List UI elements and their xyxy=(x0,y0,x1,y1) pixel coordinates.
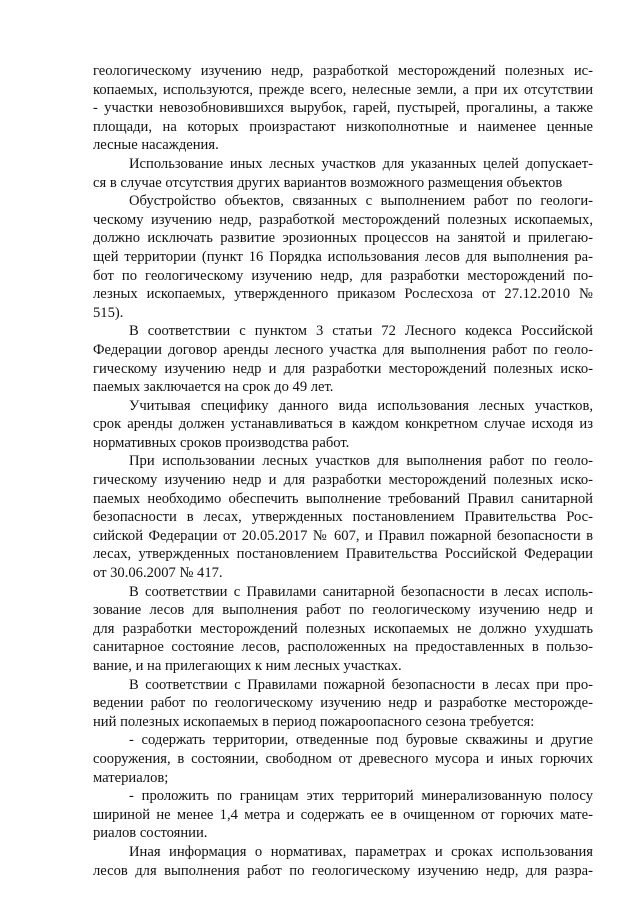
text-line: Использование иных лесных участков для указанных целей допускает- xyxy=(129,155,593,172)
text-line: Учитывая специфику данного вида использования лесных участков, xyxy=(129,397,593,414)
text-line: гическому изучению недр и для разработки месторождений полезных иско- xyxy=(93,472,593,489)
text-line: В соответствии с Правилами санитарной безопасности в лесах исполь- xyxy=(129,583,593,600)
text-line: от 30.06.2007 № 417. xyxy=(93,565,223,582)
text-line: материалов; xyxy=(93,769,169,786)
text-line: вание, и на прилегающих к ним лесных участках. xyxy=(93,658,402,674)
text-line: В соответствии с пунктом 3 статьи 72 Лесного кодекса Российской xyxy=(129,323,593,340)
text-line: геологическому изучению недр, разработкой месторождений полезных ис- xyxy=(93,63,593,79)
text-line: копаемых, используются, прежде всего, нелесные земли, а при их отсутствии xyxy=(93,81,593,98)
text-line: ний полезных ископаемых в период пожароопасного сезона требуется: xyxy=(93,713,535,730)
text-line: Обустройство объектов, связанных с выполнением работ по геологи- xyxy=(129,193,593,210)
text-line: - содержать территории, отведенные под буровые скважины и другие xyxy=(129,732,593,749)
text-line: лесах, утвержденных постановлением Правительства Российской Федерации xyxy=(93,546,593,563)
text-line: - участки невозобновившихся вырубок, гарей, пустырей, прогалины, а также xyxy=(93,100,593,117)
text-line: для разработки месторождений полезных ископаемых не должно ухудшать xyxy=(93,620,593,637)
text-line: должно исключать развитие эрозионных процессов на занятой и прилегаю- xyxy=(93,230,593,247)
text-line: санитарное состояние лесов, расположенных на предоставленных в пользо- xyxy=(93,639,593,656)
document-body-text xyxy=(93,62,593,880)
text-line: При использовании лесных участков для выполнения работ по геоло- xyxy=(129,453,593,470)
text-line: шириной не менее 1,4 метра и содержать ее в очищенном от горючих мате- xyxy=(93,806,593,823)
text-line: сооружения, в состоянии, свободном от древесного мусора и иных горючих xyxy=(93,750,593,767)
text-line: - проложить по границам этих территорий минерализованную полосу xyxy=(129,788,593,805)
text-line: паемых заключается на срок до 49 лет. xyxy=(93,379,334,396)
text-line: площади, на которых произрастают низкополнотные и наименее ценные xyxy=(93,118,593,135)
text-line: бот по геологическому изучению недр, для разработки месторождений по- xyxy=(93,267,593,284)
text-line: паемых необходимо обеспечить выполнение требований Правил санитарной xyxy=(93,490,593,507)
text-line: ся в случае отсутствия других вариантов возможного размещения объектов xyxy=(93,174,563,191)
text-line: зование лесов для выполнения работ по геологическому изучению недр и xyxy=(93,602,593,619)
text-line: ведении работ по геологическому изучению недр и разработке месторожде- xyxy=(93,695,593,712)
text-line: гическому изучению недр и для разработки месторождений полезных иско- xyxy=(93,360,593,377)
text-line: сийской Федерации от 20.05.2017 № 607, и Правил пожарной безопасности в xyxy=(93,527,593,544)
text-line: ческому изучению недр, разработкой месторождений полезных ископаемых, xyxy=(93,211,593,228)
text-line: безопасности в лесах, утвержденных постановлением Правительства Рос- xyxy=(93,509,593,526)
text-line: щей территории (пункт 16 Порядка использования лесов для выполнения ра- xyxy=(93,248,593,265)
text-line: Федерации договор аренды лесного участка для выполнения работ по геоло- xyxy=(93,341,593,358)
text-line: Иная информация о нормативах, параметрах и сроках использования xyxy=(129,843,593,860)
text-line: лезных ископаемых, утвержденного приказом Рослесхоза от 27.12.2010 № xyxy=(93,286,593,303)
text-line: срок аренды должен устанавливаться в каждом конкретном случае исходя из xyxy=(93,416,593,433)
text-line: лесов для выполнения работ по геологическому изучению недр, для разра- xyxy=(93,862,593,879)
text-line: В соответствии с Правилами пожарной безопасности в лесах при про- xyxy=(129,676,593,693)
text-line: нормативных сроков производства работ. xyxy=(93,434,350,451)
text-line: 515). xyxy=(93,304,124,321)
text-line: риалов состоянии. xyxy=(93,825,208,842)
text-line: лесные насаждения. xyxy=(93,137,219,154)
